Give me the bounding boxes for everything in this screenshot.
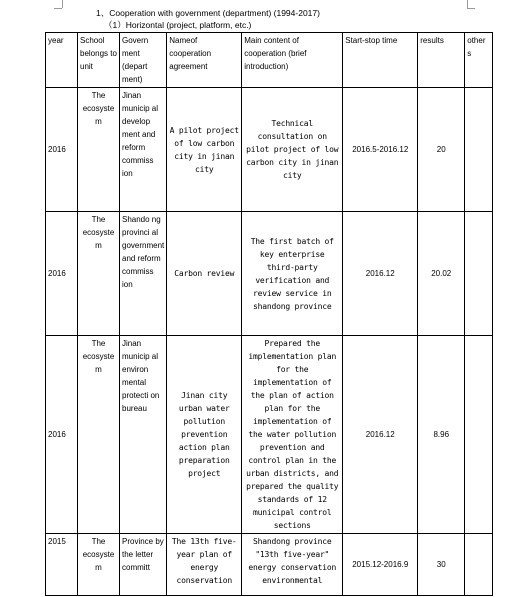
crop-mark-top-right-h bbox=[467, 8, 475, 9]
cell-others bbox=[465, 534, 493, 596]
cell-results: 8.96 bbox=[418, 336, 465, 534]
cell-time: 2016.5-2016.12 bbox=[343, 88, 418, 212]
cell-content: Shandong province "13th five-year" energy conservation environmental bbox=[242, 534, 343, 596]
cell-others bbox=[465, 336, 493, 534]
cell-time: 2015.12-2016.9 bbox=[343, 534, 418, 596]
cell-year: 2016 bbox=[46, 212, 78, 336]
cell-results: 20 bbox=[418, 88, 465, 212]
cell-results: 20.02 bbox=[418, 212, 465, 336]
cell-others bbox=[465, 212, 493, 336]
cell-year: 2016 bbox=[46, 336, 78, 534]
header-government: Govern ment (depart ment) bbox=[120, 33, 167, 88]
crop-mark-top-left-h bbox=[54, 8, 62, 9]
cell-content: Prepared the implementation plan for the implementation of the plan of action plan for the implementation of the water pollution prevention and control plan in the urban districts, and prepared the quality standards of 12 municipal control sections bbox=[242, 336, 343, 534]
table-row bbox=[46, 88, 493, 212]
cell-year: 2015 bbox=[46, 534, 78, 596]
cell-unit: The ecosyste m bbox=[78, 212, 120, 336]
header-year: year bbox=[46, 33, 78, 88]
header-agreement: Nameof cooperation agreement bbox=[167, 33, 242, 88]
table-row bbox=[46, 212, 493, 336]
table-row bbox=[46, 534, 493, 596]
cell-content: The first batch of key enterprise third-party verification and review service in shandong province bbox=[242, 212, 343, 336]
header-others: other s bbox=[465, 33, 493, 88]
table-header-row bbox=[46, 33, 493, 88]
cell-unit: The ecosyste m bbox=[78, 336, 120, 534]
subsection-title: （1）Horizontal (project, platform, etc.) bbox=[104, 20, 252, 30]
cell-time: 2016.12 bbox=[343, 212, 418, 336]
cell-others bbox=[465, 88, 493, 212]
cell-government: Shando ng provinci al government and reform commiss ion bbox=[120, 212, 167, 336]
cell-unit: The ecosyste m bbox=[78, 534, 120, 596]
cell-government: Jinan municip al develop ment and reform commiss ion bbox=[120, 88, 167, 212]
table-row bbox=[46, 336, 493, 534]
header-main-content: Main content of cooperation (brief introduction) bbox=[242, 33, 343, 88]
cell-content: Technical consultation on pilot project of low carbon city in jinan city bbox=[242, 88, 343, 212]
header-school-unit: School belongs to unit bbox=[78, 33, 120, 88]
cell-unit: The ecosyste m bbox=[78, 88, 120, 212]
cell-agreement: A pilot project of low carbon city in jinan city bbox=[167, 88, 242, 212]
cooperation-table bbox=[45, 32, 493, 596]
crop-mark-top-right bbox=[467, 0, 468, 8]
section-title: 1、Cooperation with government (department) (1994-2017) bbox=[96, 8, 320, 18]
cell-time: 2016.12 bbox=[343, 336, 418, 534]
cell-agreement: Carbon review bbox=[167, 212, 242, 336]
cell-agreement: The 13th five-year plan of energy conservation bbox=[167, 534, 242, 596]
cell-agreement: Jinan city urban water pollution prevention action plan preparation project bbox=[167, 336, 242, 534]
header-results: results bbox=[418, 33, 465, 88]
header-start-stop: Start-stop time bbox=[343, 33, 418, 88]
cell-government: Province by the letter committ bbox=[120, 534, 167, 596]
crop-mark-top-left bbox=[62, 0, 63, 8]
cell-results: 30 bbox=[418, 534, 465, 596]
cell-year: 2016 bbox=[46, 88, 78, 212]
cell-government: Jinan municip al environ mental protecti on bureau bbox=[120, 336, 167, 534]
